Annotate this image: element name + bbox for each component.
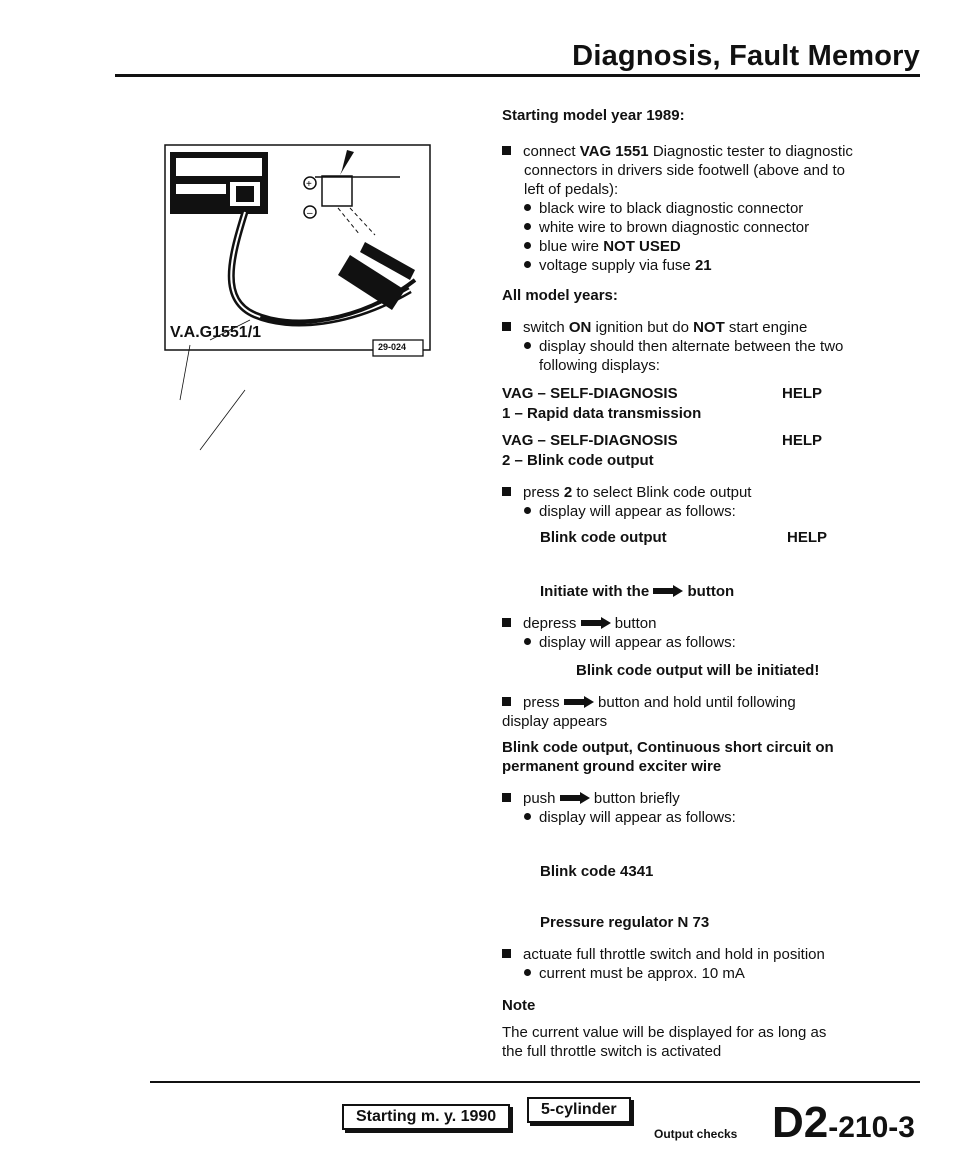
round-bullet-icon	[524, 261, 531, 268]
arrow-button-icon	[653, 585, 683, 597]
square-bullet-icon	[502, 697, 511, 706]
heading-all-model-years: All model years:	[502, 287, 618, 304]
figure-label: V.A.G1551/1	[170, 324, 262, 341]
square-bullet-icon	[502, 146, 511, 155]
initiated-message: Blink code output will be initiated!	[576, 662, 820, 679]
round-bullet-icon	[524, 342, 531, 349]
current-value: current must be approx. 10 mA	[524, 964, 745, 983]
wire-black: black wire to black diagnostic connector	[524, 199, 803, 218]
footer-model-year-box: Starting m. y. 1990	[342, 1104, 510, 1130]
wire-blue: blue wire NOT USED	[524, 237, 681, 256]
round-bullet-icon	[524, 638, 531, 645]
display-appear-3: display will appear as follows:	[524, 808, 736, 827]
round-bullet-icon	[524, 242, 531, 249]
continuous-short-line-2: permanent ground exciter wire	[502, 758, 722, 775]
display-2-help: HELP	[782, 432, 823, 449]
note-line-2: the full throttle switch is activated	[502, 1043, 722, 1060]
display-appear-1: display will appear as follows:	[524, 502, 736, 521]
display-1-line-1: VAG – SELF-DIAGNOSIS	[502, 385, 678, 402]
round-bullet-icon	[524, 507, 531, 514]
press-hold-instruction: press button and hold until following	[502, 693, 796, 712]
press-hold-line-2: display appears	[502, 713, 608, 730]
wire-white: white wire to brown diagnostic connector	[524, 218, 809, 237]
header-rule	[115, 74, 920, 77]
square-bullet-icon	[502, 793, 511, 802]
arrow-button-icon	[564, 696, 594, 708]
display-1-help: HELP	[782, 385, 823, 402]
round-bullet-icon	[524, 969, 531, 976]
svg-text:+: +	[306, 179, 312, 190]
page-number: D2-210-3	[772, 1098, 915, 1147]
square-bullet-icon	[502, 322, 511, 331]
square-bullet-icon	[502, 618, 511, 627]
blink-code-value: Blink code 4341	[540, 863, 654, 880]
diagnostic-tester-figure	[160, 140, 440, 470]
round-bullet-icon	[524, 813, 531, 820]
display-3-help: HELP	[787, 529, 828, 546]
note-heading: Note	[502, 997, 536, 1014]
continuous-short-line-1: Blink code output, Continuous short circuit on	[502, 739, 834, 756]
display-1-line-2: 1 – Rapid data transmission	[502, 405, 702, 422]
heading-model-year-1989: Starting model year 1989:	[502, 107, 685, 124]
footer-section-label: Output checks	[654, 1127, 738, 1141]
display-2-line-2: 2 – Blink code output	[502, 452, 654, 469]
voltage-supply: voltage supply via fuse 21	[524, 256, 712, 275]
press-2-instruction: press 2 to select Blink code output	[502, 483, 751, 502]
initiate-line: Initiate with the button	[540, 583, 735, 600]
switch-instruction: switch ON ignition but do NOT start engine	[502, 318, 807, 337]
arrow-button-icon	[581, 617, 611, 629]
square-bullet-icon	[502, 487, 511, 496]
footer-cylinder-box: 5-cylinder	[527, 1097, 631, 1123]
actuate-instruction: actuate full throttle switch and hold in position	[502, 945, 825, 964]
svg-text:–: –	[307, 208, 313, 219]
display-3-text: Blink code output	[540, 529, 667, 546]
figure-code: 29-024	[378, 342, 407, 352]
arrow-button-icon	[560, 792, 590, 804]
page-title: Diagnosis, Fault Memory	[572, 40, 920, 72]
round-bullet-icon	[524, 223, 531, 230]
alternate-displays: display should then alternate between the two following displays:	[524, 337, 843, 375]
display-2-line-1: VAG – SELF-DIAGNOSIS	[502, 432, 678, 449]
pressure-regulator: Pressure regulator N 73	[540, 914, 710, 931]
square-bullet-icon	[502, 949, 511, 958]
connect-instruction: connect VAG 1551 Diagnostic tester to diagnostic connectors in drivers side footwell (above and to left of pedals):	[502, 142, 922, 199]
display-appear-2: display will appear as follows:	[524, 633, 736, 652]
depress-instruction: depress button	[502, 614, 656, 633]
footer-rule	[150, 1081, 920, 1083]
round-bullet-icon	[524, 204, 531, 211]
push-instruction: push button briefly	[502, 789, 680, 808]
note-line-1: The current value will be displayed for as long as	[502, 1024, 827, 1041]
